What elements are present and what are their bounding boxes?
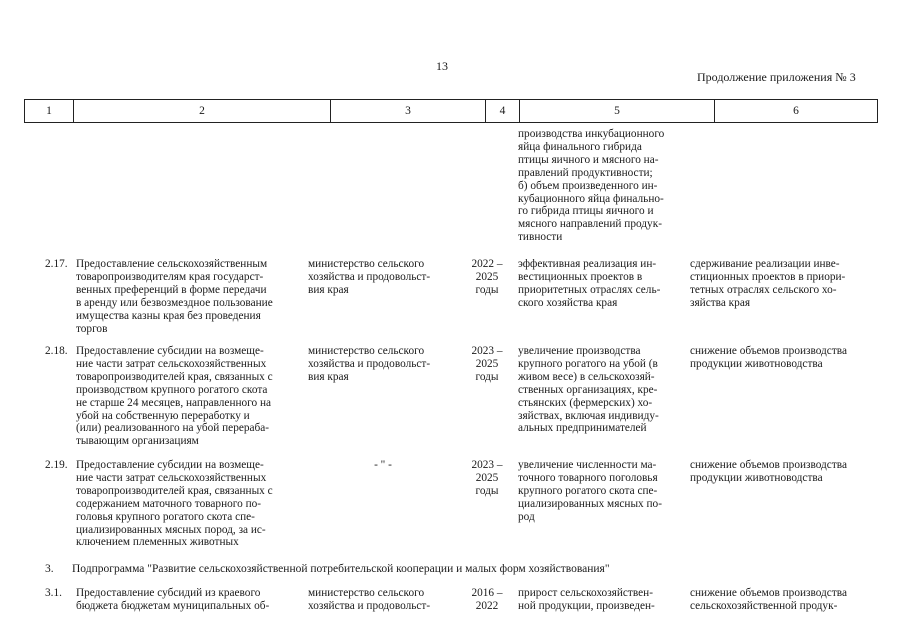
subprogram-title: Подпрограмма "Развитие сельскохозяйственной потребительской кооперации и малых форм хозяйствования" <box>72 563 610 575</box>
consequence-text: сдерживание реализации инве- стиционных проектов в приори- тетных отраслях сельского хо- зяйства края <box>690 258 846 309</box>
period-text: 2023 – 2025 годы <box>471 459 503 497</box>
row-number: 2.19. <box>45 459 68 471</box>
executor-text: министерство сельского хозяйства и продовольст- вия края <box>308 258 431 296</box>
header-col-5: 5 <box>519 100 714 122</box>
row-number: 2.18. <box>45 345 68 357</box>
table-header <box>24 99 878 123</box>
result-text: прирост сельскохозяйствен- ной продукции, произведен- <box>518 587 655 612</box>
page-number: 13 <box>436 59 448 73</box>
executor-text: министерство сельского хозяйства и продовольст- <box>308 587 431 612</box>
header-col-2: 2 <box>73 100 330 122</box>
continued-result-text: производства инкубационного яйца финального гибрида птицы яичного и мясного на- правлений продуктивности; б) объем произведенного ин- кубационного яйца финально- го гибрида птицы яичного и мясного направлений продук- тивности <box>518 128 665 244</box>
measure-text: Предоставление субсидии на возмеще- ние части затрат сельскохозяйственных товаропроизводителей края, связанных с содержанием маточного товарного по- головья крупного рогатого скота спе- циализированных мясных пород, за ис- ключением племенных животных <box>76 459 273 549</box>
continuation-label: Продолжение приложения № 3 <box>697 70 856 84</box>
subprogram-number: 3. <box>45 563 54 575</box>
measure-text: Предоставление сельскохозяйственным товаропроизводителям края государст- венных преференций в форме передачи в аренду или безвозмездное пользование имущества казны края без проведения торгов <box>76 258 273 335</box>
period-text: 2023 – 2025 годы <box>471 345 503 383</box>
period-text: 2016 – 2022 <box>471 587 503 612</box>
executor-text: - " - <box>374 459 392 471</box>
header-col-1: 1 <box>46 105 52 117</box>
consequence-text: снижение объемов производства продукции животноводства <box>690 459 847 484</box>
period-text: 2022 – 2025 годы <box>471 258 503 296</box>
header-col-3: 3 <box>330 100 485 122</box>
header-col-4: 4 <box>485 100 519 122</box>
row-number: 3.1. <box>45 587 62 599</box>
executor-text: министерство сельского хозяйства и продовольст- вия края <box>308 345 431 383</box>
header-col-6: 6 <box>714 100 877 122</box>
result-text: увеличение производства крупного рогатого на убой (в живом весе) в сельскохозяй- ственных организациях, кре- стьянских (фермерских) хо- зяйствах, включая индивиду- альных предпринимателей <box>518 345 659 435</box>
row-number: 2.17. <box>45 258 68 270</box>
result-text: эффективная реализация ин- вестиционных проектов в приоритетных отраслях сель- ского хозяйства края <box>518 258 661 309</box>
consequence-text: снижение объемов производства сельскохозяйственной продук- <box>690 587 847 612</box>
measure-text: Предоставление субсидии на возмеще- ние части затрат сельскохозяйственных товаропроизводителей края, связанных с производством крупного рогатого скота не старше 24 месяцев, направленного на убой на собственную переработку и (или) реализованного на убой перераба- тывающим организациям <box>76 345 273 448</box>
consequence-text: снижение объемов производства продукции животноводства <box>690 345 847 370</box>
measure-text: Предоставление субсидий из краевого бюджета бюджетам муниципальных об- <box>76 587 270 612</box>
result-text: увеличение численности ма- точного товарного поголовья крупного рогатого скота спе- циализированных мясных по- род <box>518 459 662 523</box>
